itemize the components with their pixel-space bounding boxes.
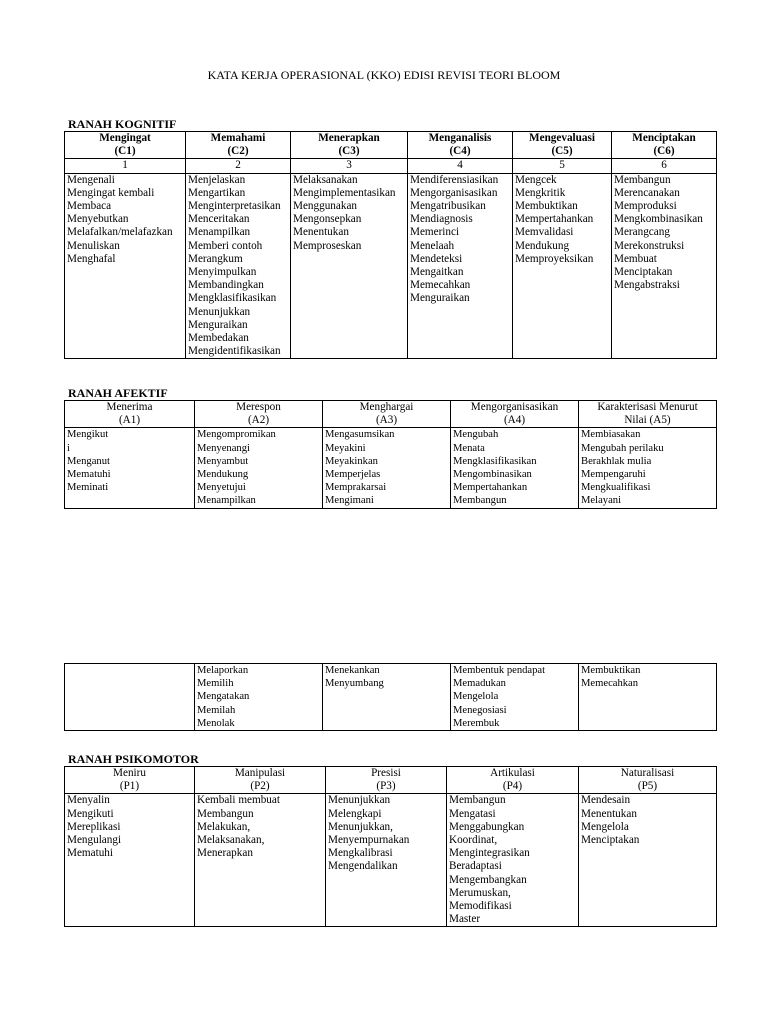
verb-item: Merekonstruksi bbox=[614, 239, 685, 252]
verb-item: Melengkapi bbox=[328, 807, 382, 820]
verb-item: Menciptakan bbox=[581, 834, 640, 847]
verb-item: Meyakini bbox=[325, 442, 366, 454]
verb-item: Menata bbox=[453, 442, 485, 454]
verb-item: Mempengaruhi bbox=[581, 469, 646, 481]
verb-item: Mengikut bbox=[67, 429, 109, 441]
verb-item: Mengartikan bbox=[188, 186, 246, 199]
verb-item: Menghafal bbox=[67, 252, 116, 265]
verb-list bbox=[65, 428, 195, 508]
verb-item: Mengimplementasikan bbox=[293, 186, 396, 199]
kognitif-col-header: Mengevaluasi (C5) bbox=[513, 132, 612, 159]
afektif-header-row bbox=[65, 401, 717, 428]
verb-item: Melaksanakan bbox=[293, 173, 358, 186]
verb-list bbox=[195, 664, 323, 731]
verb-list bbox=[65, 173, 186, 359]
verb-list bbox=[65, 664, 195, 731]
verb-item: Merembuk bbox=[453, 717, 500, 729]
verb-item: Membentuk pendapat bbox=[453, 665, 546, 676]
verb-item: Meyakinkan bbox=[325, 455, 378, 467]
verb-item: Mengubah perilaku bbox=[581, 442, 664, 454]
verb-item: Membangun bbox=[453, 495, 507, 507]
verb-item: Menciptakan bbox=[614, 266, 673, 279]
verb-item: Merangkum bbox=[188, 252, 243, 265]
verb-item: Menggunakan bbox=[293, 200, 358, 213]
verb-item: Mengatribusikan bbox=[410, 200, 486, 213]
verb-item: Menegosiasi bbox=[453, 704, 507, 716]
verb-item: Mereplikasi bbox=[67, 820, 121, 833]
verb-list bbox=[447, 794, 579, 927]
verb-item: Mendukung bbox=[515, 239, 570, 252]
verb-item: Memerinci bbox=[410, 226, 460, 239]
verb-item: Meminati bbox=[67, 482, 109, 494]
afektif-body-row bbox=[65, 428, 717, 508]
column-number: 2 bbox=[186, 159, 291, 173]
verb-item: Mengintegrasikan bbox=[449, 847, 530, 860]
verb-item: Mengidentifikasikan bbox=[188, 345, 281, 358]
verb-item: Memadukan bbox=[453, 678, 506, 690]
verb-item: Mematuhi bbox=[67, 469, 111, 481]
verb-item: Mendesain bbox=[581, 794, 631, 807]
verb-item: Mengubah bbox=[453, 429, 499, 441]
afektif-col-header: Menghargai (A3) bbox=[323, 401, 451, 428]
verb-item: Mengabstraksi bbox=[614, 279, 680, 292]
verb-item: Melaporkan bbox=[197, 665, 249, 676]
verb-item: Mengendalikan bbox=[328, 860, 398, 873]
verb-item: Menyambut bbox=[197, 455, 249, 467]
verb-item: Kembali membuat bbox=[197, 794, 280, 807]
afektif-col-header: Merespon (A2) bbox=[195, 401, 323, 428]
column-number: 3 bbox=[291, 159, 408, 173]
verb-item: Mempertahankan bbox=[453, 482, 528, 494]
afektif-col-header: Menerima (A1) bbox=[65, 401, 195, 428]
verb-item: Memvalidasi bbox=[515, 226, 574, 239]
verb-item: Menolak bbox=[197, 717, 235, 729]
verb-item: Mendukung bbox=[197, 469, 249, 481]
verb-list bbox=[579, 664, 717, 731]
kognitif-col-header: Memahami (C2) bbox=[186, 132, 291, 159]
verb-item: Memprakarsai bbox=[325, 482, 387, 494]
verb-item: Mendiagnosis bbox=[410, 213, 473, 226]
verb-item: Mengingat kembali bbox=[67, 186, 155, 199]
verb-item: Mengkritik bbox=[515, 186, 566, 199]
verb-list bbox=[579, 428, 717, 508]
verb-item: Membangun bbox=[614, 173, 671, 186]
psikomotor-col-header: Manipulasi (P2) bbox=[195, 767, 326, 794]
verb-item: Menunjukkan bbox=[188, 305, 251, 318]
verb-list bbox=[195, 794, 326, 927]
verb-item: Master bbox=[449, 913, 481, 926]
verb-item: Menyalin bbox=[67, 794, 110, 807]
verb-item: Memproduksi bbox=[614, 200, 677, 213]
verb-item: Menuliskan bbox=[67, 239, 120, 252]
verb-list bbox=[612, 173, 717, 359]
psikomotor-col-header: Presisi (P3) bbox=[326, 767, 447, 794]
verb-item: Mematuhi bbox=[67, 847, 113, 860]
verb-item: Membedakan bbox=[188, 332, 249, 345]
verb-item: Menguraikan bbox=[410, 292, 470, 305]
kognitif-col-header: Menerapkan (C3) bbox=[291, 132, 408, 159]
verb-item: Menerapkan bbox=[197, 847, 253, 860]
verb-item: Merencanakan bbox=[614, 186, 680, 199]
verb-item: Menginterpretasikan bbox=[188, 200, 281, 213]
verb-list bbox=[451, 664, 579, 731]
verb-item: Merangcang bbox=[614, 226, 670, 239]
column-number: 1 bbox=[65, 159, 186, 173]
verb-item: Mengelola bbox=[453, 691, 499, 703]
psikomotor-header-row bbox=[65, 767, 717, 794]
verb-item: Menunjukkan, bbox=[328, 820, 393, 833]
verb-item: Menyetujui bbox=[197, 482, 246, 494]
psikomotor-body-row bbox=[65, 794, 717, 927]
verb-item: Menyebutkan bbox=[67, 213, 129, 226]
verb-item: Memecahkan bbox=[410, 279, 471, 292]
verb-item: Mengonsepkan bbox=[293, 213, 362, 226]
verb-item: Membangun bbox=[197, 807, 254, 820]
verb-item: Mengompromikan bbox=[197, 429, 276, 441]
kognitif-number-row bbox=[65, 159, 717, 173]
verb-item: Mempertahankan bbox=[515, 213, 594, 226]
verb-item: Membiasakan bbox=[581, 429, 641, 441]
verb-list bbox=[323, 664, 451, 731]
verb-item: Memberi contoh bbox=[188, 239, 263, 252]
verb-list bbox=[451, 428, 579, 508]
psikomotor-col-header: Naturalisasi (P5) bbox=[579, 767, 717, 794]
verb-item: Menekankan bbox=[325, 665, 380, 676]
verb-item: Menelaah bbox=[410, 239, 455, 252]
kognitif-col-header: Menganalisis (C4) bbox=[408, 132, 513, 159]
column-number: 5 bbox=[513, 159, 612, 173]
verb-item: Menyumbang bbox=[325, 678, 384, 690]
page-title: KATA KERJA OPERASIONAL (KKO) EDISI REVISI TEORI BLOOM bbox=[207, 68, 561, 82]
verb-item: Mengorganisasikan bbox=[410, 186, 498, 199]
afektif-continued-row bbox=[65, 664, 717, 731]
verb-item: Berakhlak mulia bbox=[581, 455, 652, 467]
verb-item: Menganut bbox=[67, 455, 110, 467]
kognitif-table bbox=[64, 131, 717, 359]
verb-item: Mengklasifikasikan bbox=[453, 455, 537, 467]
verb-item: Mengasumsikan bbox=[325, 429, 395, 441]
verb-list bbox=[65, 794, 195, 927]
afektif-col-header: Karakterisasi Menurut Nilai (A5) bbox=[579, 401, 717, 428]
kognitif-col-header: Mengingat (C1) bbox=[65, 132, 186, 159]
verb-item: Memilih bbox=[197, 678, 234, 690]
afektif-table bbox=[64, 400, 717, 509]
afektif-heading: RANAH AFEKTIF bbox=[68, 386, 168, 400]
verb-list bbox=[408, 173, 513, 359]
psikomotor-table bbox=[64, 766, 717, 927]
verb-item: Membuat bbox=[614, 252, 657, 265]
verb-item: Memproseskan bbox=[293, 239, 362, 252]
verb-item: Koordinat, bbox=[449, 834, 498, 847]
column-number: 4 bbox=[408, 159, 513, 173]
verb-item: Merumuskan, bbox=[449, 886, 511, 899]
verb-item: Menampilkan bbox=[188, 226, 251, 239]
verb-item: Mengaitkan bbox=[410, 266, 464, 279]
verb-item: Mengcek bbox=[515, 173, 557, 186]
verb-item: Membangun bbox=[449, 794, 506, 807]
verb-list bbox=[186, 173, 291, 359]
verb-item: Menyenangi bbox=[197, 442, 250, 454]
verb-list bbox=[291, 173, 408, 359]
verb-item: Menyimpulkan bbox=[188, 266, 257, 279]
verb-item: Mengulangi bbox=[67, 834, 122, 847]
verb-item: Melayani bbox=[581, 495, 622, 507]
verb-item: Memperjelas bbox=[325, 469, 381, 481]
verb-item: Mendeteksi bbox=[410, 252, 463, 265]
verb-item: Beradaptasi bbox=[449, 860, 502, 873]
verb-item: Membaca bbox=[67, 200, 112, 213]
verb-item: Membandingkan bbox=[188, 279, 264, 292]
verb-list bbox=[195, 428, 323, 508]
verb-list bbox=[579, 794, 717, 927]
psikomotor-col-header: Artikulasi (P4) bbox=[447, 767, 579, 794]
verb-item: Menunjukkan bbox=[328, 794, 391, 807]
verb-list bbox=[326, 794, 447, 927]
verb-item: Memecahkan bbox=[581, 678, 639, 690]
verb-list bbox=[323, 428, 451, 508]
kognitif-col-header: Menciptakan (C6) bbox=[612, 132, 717, 159]
verb-item: Membuktikan bbox=[515, 200, 578, 213]
verb-item: Menguraikan bbox=[188, 318, 248, 331]
column-number: 6 bbox=[612, 159, 717, 173]
verb-item: Menggabungkan bbox=[449, 820, 525, 833]
verb-item: Mengklasifikasikan bbox=[188, 292, 277, 305]
afektif-continued-table bbox=[64, 663, 717, 731]
verb-list bbox=[513, 173, 612, 359]
verb-item: Mengatakan bbox=[197, 691, 250, 703]
verb-item: Mengatasi bbox=[449, 807, 496, 820]
verb-item: Memproyeksikan bbox=[515, 252, 594, 265]
verb-item: Menentukan bbox=[581, 807, 637, 820]
verb-item: Mendiferensiasikan bbox=[410, 173, 499, 186]
verb-item: Mengelola bbox=[581, 820, 629, 833]
verb-item: Mengombinasikan bbox=[453, 469, 532, 481]
afektif-col-header: Mengorganisasikan (A4) bbox=[451, 401, 579, 428]
verb-item: Memodifikasi bbox=[449, 900, 512, 913]
verb-item: Menyempurnakan bbox=[328, 834, 410, 847]
verb-item: Memilah bbox=[197, 704, 236, 716]
psikomotor-heading: RANAH PSIKOMOTOR bbox=[68, 752, 199, 766]
verb-item: Menceritakan bbox=[188, 213, 250, 226]
psikomotor-col-header: Meniru (P1) bbox=[65, 767, 195, 794]
kognitif-heading: RANAH KOGNITIF bbox=[68, 117, 177, 131]
verb-item: Melafalkan/melafazkan bbox=[67, 226, 173, 239]
verb-item: Melaksanakan, bbox=[197, 834, 265, 847]
verb-item: Menjelaskan bbox=[188, 173, 246, 186]
kognitif-body-row bbox=[65, 173, 717, 359]
verb-item: Mengkalibrasi bbox=[328, 847, 393, 860]
verb-item: Membuktikan bbox=[581, 665, 641, 676]
verb-item: Menentukan bbox=[293, 226, 349, 239]
verb-item: Mengimani bbox=[325, 495, 374, 507]
verb-item: Mengkualifikasi bbox=[581, 482, 651, 494]
kognitif-header-row bbox=[65, 132, 717, 159]
verb-item: Menampilkan bbox=[197, 495, 256, 507]
verb-item: Melakukan, bbox=[197, 820, 251, 833]
verb-item: Mengkombinasikan bbox=[614, 213, 703, 226]
verb-item: Mengenali bbox=[67, 173, 115, 186]
verb-item: Mengembangkan bbox=[449, 873, 527, 886]
verb-item: Mengikuti bbox=[67, 807, 114, 820]
verb-item: i bbox=[67, 442, 70, 454]
